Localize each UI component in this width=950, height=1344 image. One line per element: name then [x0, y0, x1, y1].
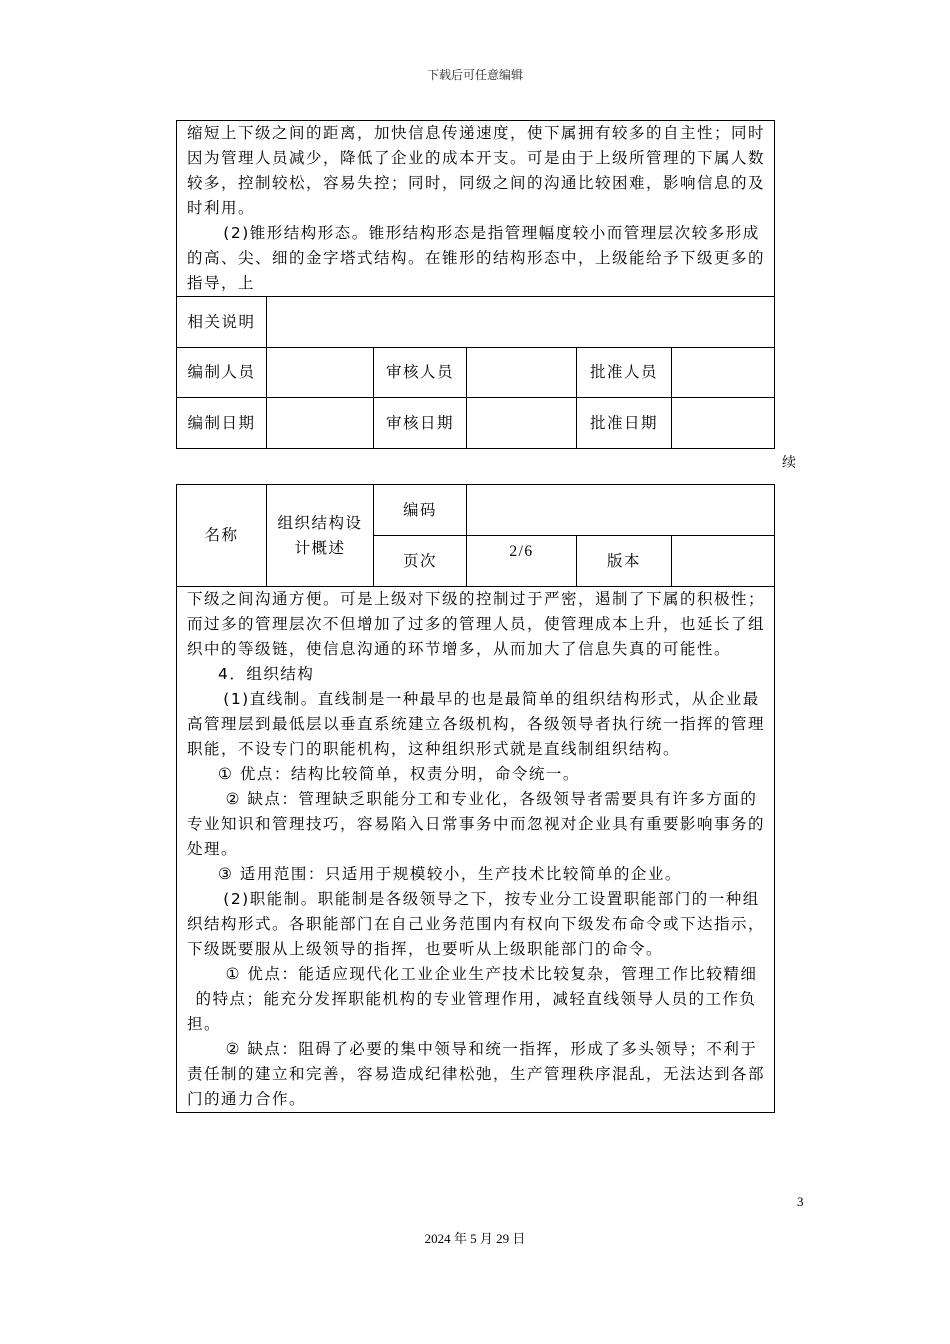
- related-notes-value: [267, 297, 775, 348]
- paragraph: ③ 适用范围：只适用于规模较小，生产技术比较简单的企业。: [218, 865, 682, 883]
- paragraph: ① 优点：结构比较简单，权责分明，命令统一。: [218, 765, 580, 783]
- version-value: [672, 536, 775, 587]
- body-text-cell: [177, 121, 775, 297]
- paragraph: ② 缺点：阻碍了必要的集中领导和统一指挥，形成了多头领导；不利于责任制的建立和完善，容易造成纪律松弛，生产管理秩序混乱，无法达到各部门的通力合作。: [187, 1040, 766, 1108]
- page-value: 2/6: [467, 536, 577, 587]
- paragraph: 缩短上下级之间的距离，加快信息传递速度，使下属拥有较多的自主性；同时因为管理人员减少，降低了企业的成本开支。可是由于上级所管理的下属人数较多，控制较松，容易失控；同时，同级之间的沟通比较困难，影响信息的及时利用。: [187, 124, 766, 217]
- compile-date-value: [267, 398, 374, 449]
- approver-label: 批准人员: [577, 348, 672, 398]
- name-value: 组织结构设计概述: [267, 485, 374, 587]
- continued-mark: 续: [782, 455, 796, 471]
- approve-date-label: 批准日期: [577, 398, 672, 449]
- paragraph: (2)职能制。职能制是各级领导之下，按专业分工设置职能部门的一种组织结构形式。各职能部门在自己业务范围内有权向下级发布命令或下达指示，下级既要服从上级领导的指挥，也要听从上级职能部门的命令。: [187, 890, 766, 958]
- paragraph: (2)锥形结构形态。锥形结构形态是指管理幅度较小而管理层次较多形成的高、尖、细的金字塔式结构。在锥形的结构形态中，上级能给予下级更多的指导，上: [187, 224, 766, 292]
- reviewer-label: 审核人员: [374, 348, 467, 398]
- code-label: 编码: [374, 485, 467, 536]
- approve-date-value: [672, 398, 775, 449]
- document-table-bottom: [176, 484, 775, 1113]
- paragraph: 下级之间沟通方便。可是上级对下级的控制过于严密，遏制了下属的积极性；而过多的管理层次不但增加了过多的管理人员，使管理成本上升，也延长了组织中的等级链，使信息沟通的环节增多，从而加大了信息失真的可能性。: [187, 590, 766, 658]
- body-text-cell: [177, 587, 775, 1113]
- compiler-label: 编制人员: [177, 348, 267, 398]
- document-table-top: [176, 120, 775, 449]
- name-label: 名称: [177, 485, 267, 587]
- paragraph: ② 缺点：管理缺乏职能分工和专业化，各级领导者需要具有许多方面的专业知识和管理技巧，容易陷入日常事务中而忽视对企业具有重要影响事务的处理。: [187, 790, 766, 858]
- compile-date-label: 编制日期: [177, 398, 267, 449]
- review-date-value: [467, 398, 577, 449]
- review-date-label: 审核日期: [374, 398, 467, 449]
- code-value: [467, 485, 775, 536]
- page-label: 页次: [374, 536, 467, 587]
- compiler-value: [267, 348, 374, 398]
- paragraph: ① 优点：能适应现代化工业企业生产技术比较复杂，管理工作比较精细的特点；能充分发挥职能机构的专业管理作用，减轻直线领导人员的工作负担。: [187, 965, 758, 1033]
- paragraph: (1)直线制。直线制是一种最早的也是最简单的组织结构形式，从企业最高管理层到最低层以垂直系统建立各级机构，各级领导者执行统一指挥的管理职能，不设专门的职能机构，这种组织形式就是直线制组织结构。: [187, 690, 766, 758]
- version-label: 版本: [577, 536, 672, 587]
- footer-date: 2024 年 5 月 29 日: [424, 1231, 526, 1246]
- page-header: 下载后可任意编辑: [426, 68, 523, 82]
- reviewer-value: [467, 348, 577, 398]
- section-heading: 4．组织结构: [218, 665, 315, 683]
- related-notes-label: 相关说明: [177, 297, 267, 348]
- approver-value: [672, 348, 775, 398]
- page-number: 3: [797, 1194, 804, 1209]
